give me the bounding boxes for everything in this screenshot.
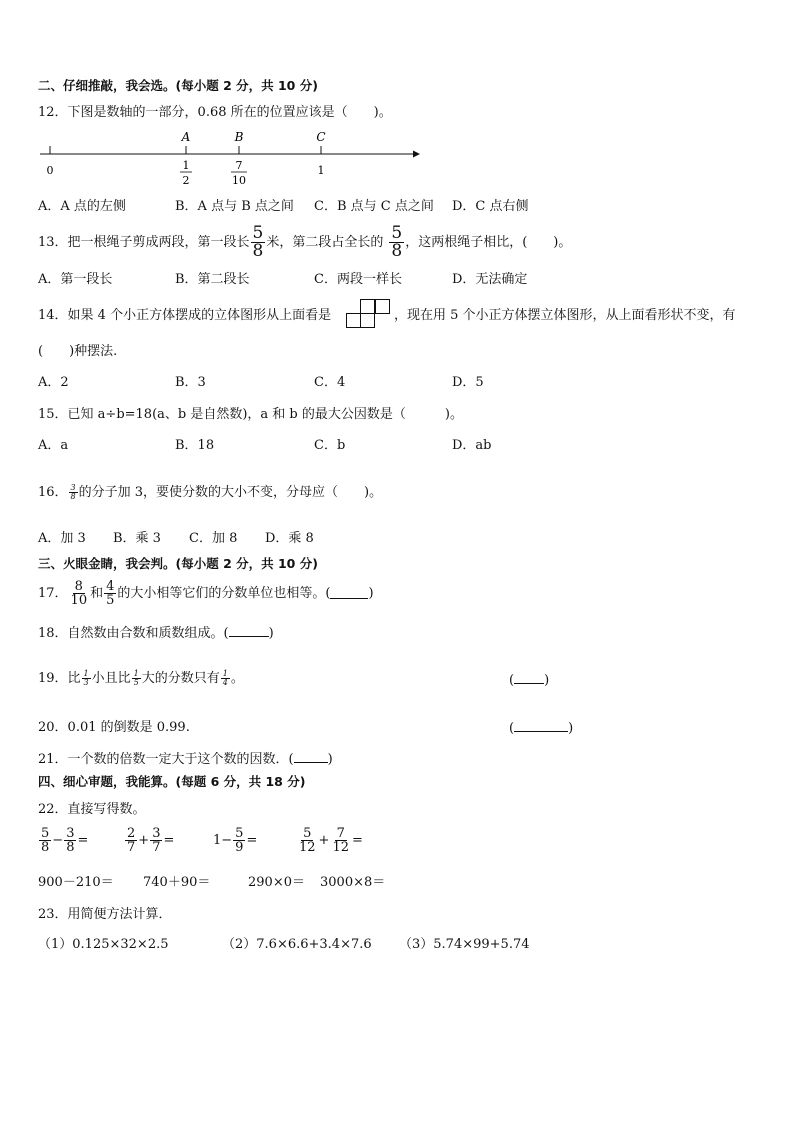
q17-close: )	[368, 586, 374, 601]
q19-fraction-b-den: 5	[133, 678, 139, 687]
q13-text-3: ，这两根绳子相比，( )。	[405, 235, 572, 250]
q13-fraction-2	[389, 225, 404, 260]
label-point-c: C	[316, 130, 326, 144]
q22-e1-bd: 8	[66, 840, 75, 855]
q19-text-3: 大的分数只有	[141, 671, 220, 686]
q13-fraction-2-num: 5	[391, 223, 403, 243]
q22-e2-bd: 7	[152, 840, 161, 855]
q16-option-c[interactable]: C．加 8	[189, 531, 238, 546]
q17-fraction-1-den: 10	[70, 593, 88, 608]
q22-e3-pre: 1−	[213, 833, 233, 848]
q19-fraction-a-den: 3	[83, 678, 89, 687]
question-15-stem: 15．已知 a÷b=18(a、b 是自然数)，a 和 b 的最大公因数是（ )。	[38, 407, 463, 422]
q23-item-1: （1）0.125×32×2.5	[38, 937, 169, 952]
q17-text: 的大小相等它们的分数单位也相等。(	[117, 586, 331, 601]
q19-text-1: 19．比	[38, 671, 81, 686]
q13-fraction-1-num: 5	[252, 223, 264, 243]
q22-e4-eq: =	[352, 833, 363, 848]
q22-e3-bd: 9	[235, 840, 244, 855]
q13-fraction-1-den: 8	[252, 241, 264, 261]
q19-fraction-b-num: 1	[133, 669, 139, 678]
label-zero: 0	[46, 164, 54, 177]
q22-e4-bd: 12	[332, 840, 349, 855]
section-2-title: 二、仔细推敲，我会选。(每小题 2 分，共 10 分)	[38, 78, 318, 93]
label-a-numerator: 1	[182, 159, 190, 172]
q19-fraction-b	[132, 670, 141, 687]
q19-close: )	[544, 673, 550, 688]
q20-answer-blank[interactable]	[514, 721, 568, 732]
q17-fraction-2-den: 5	[106, 593, 115, 608]
q16-option-b[interactable]: B．乘 3	[113, 531, 161, 546]
question-18-stem	[38, 626, 274, 640]
q13-option-c[interactable]: C．两段一样长	[314, 272, 402, 287]
q22-expr-2	[124, 827, 174, 854]
label-b-denominator: 10	[232, 174, 246, 187]
q13-fraction-1	[251, 225, 266, 260]
section-4-title: 四、细心审题，我能算。(每题 6 分，共 18 分)	[38, 774, 306, 789]
q18-text: 18．自然数由合数和质数组成。(	[38, 626, 229, 641]
q22-e4-b: 7	[336, 826, 345, 841]
q21-answer-blank[interactable]	[294, 752, 328, 763]
q16-option-a[interactable]: A．加 3	[38, 531, 86, 546]
question-23-stem: 23．用简便方法计算．	[38, 907, 172, 922]
q12-option-d[interactable]: D．C 点右侧	[452, 199, 529, 214]
q22-e4-op: +	[318, 833, 330, 848]
q22-e4-ad: 12	[299, 840, 316, 855]
label-point-a: A	[181, 130, 191, 144]
q14-option-a[interactable]: A．2	[38, 375, 69, 390]
q20-close: )	[568, 721, 574, 736]
q19-text-4: 。	[230, 671, 244, 686]
q19-answer-blank[interactable]	[514, 673, 544, 684]
q19-fraction-a-num: 1	[83, 669, 89, 678]
q15-option-d[interactable]: D．ab	[452, 438, 492, 453]
top-view-shape	[346, 299, 392, 329]
q17-fraction-2-num: 4	[106, 579, 115, 594]
question-19-stem	[38, 670, 244, 687]
q15-option-b[interactable]: B．18	[175, 438, 215, 453]
q15-option-c[interactable]: C．b	[314, 438, 346, 453]
q22-calc-4: 3000×8＝	[320, 875, 386, 890]
question-16-stem	[38, 484, 382, 501]
q20-open: (	[509, 721, 515, 736]
q19-open: (	[509, 673, 515, 688]
q12-option-c[interactable]: C．B 点与 C 点之间	[314, 199, 434, 214]
q22-expr-4	[296, 827, 363, 854]
q19-fraction-c	[221, 670, 230, 687]
q22-expr-1	[38, 827, 88, 854]
q22-e2-eq: =	[163, 833, 175, 848]
q18-close: )	[268, 626, 274, 641]
q23-item-2: （2）7.6×6.6+3.4×7.6	[222, 937, 372, 952]
q22-e2-op: +	[138, 833, 150, 848]
q15-option-a[interactable]: A．a	[38, 438, 69, 453]
q22-e2-ad: 7	[127, 840, 136, 855]
label-one: 1	[317, 164, 325, 177]
q22-e1-b: 3	[66, 826, 75, 841]
q22-e3-b: 5	[235, 826, 244, 841]
q22-e4-a: 5	[303, 826, 312, 841]
q21-text: 21．一个数的倍数一定大于这个数的因数．(	[38, 752, 294, 767]
q13-text-2: 米，第二段占全长的	[266, 235, 384, 250]
label-b-numerator: 7	[235, 159, 243, 172]
q17-answer-blank[interactable]	[330, 588, 368, 599]
label-point-b: B	[234, 130, 244, 144]
question-13-stem	[38, 225, 571, 260]
q12-option-b[interactable]: B．A 点与 B 点之间	[175, 199, 294, 214]
section-3-title: 三、火眼金睛，我会判。(每小题 2 分，共 10 分)	[38, 556, 318, 571]
q22-expr-3	[213, 827, 257, 854]
q19-fraction-a	[82, 670, 91, 687]
q22-e1-op: −	[52, 833, 64, 848]
q17-number: 17．	[38, 586, 68, 601]
q21-close: )	[327, 752, 333, 767]
label-a-denominator: 2	[182, 174, 190, 187]
question-14-text-1: 14．如果 4 个小正方体摆成的立体图形从上面看是	[38, 308, 332, 323]
q18-answer-blank[interactable]	[229, 626, 269, 637]
q13-option-d[interactable]: D．无法确定	[452, 272, 528, 287]
q14-option-c[interactable]: C．4	[314, 375, 346, 390]
q13-fraction-2-den: 8	[391, 241, 403, 261]
q16-fraction-num: 3	[70, 483, 76, 492]
q22-e1-a: 5	[41, 826, 50, 841]
q17-fraction-1-num: 8	[74, 579, 83, 594]
q17-fraction-1	[69, 580, 90, 607]
q22-e2-a: 2	[127, 826, 136, 841]
q17-fraction-2	[104, 580, 116, 607]
q23-item-3: （3）5.74×99+5.74	[399, 937, 530, 952]
q19-text-2: 小且比	[91, 671, 131, 686]
q14-option-d[interactable]: D．5	[452, 375, 484, 390]
q13-option-b[interactable]: B．第二段长	[175, 272, 250, 287]
q22-calc-3: 290×0＝	[248, 875, 305, 890]
q22-e1-ad: 8	[41, 840, 50, 855]
q22-e3-eq: =	[246, 833, 258, 848]
question-21-stem	[38, 752, 333, 766]
question-14-text-2: ，现在用 5 个小正方体摆立体图形，从上面看形状不变，有	[394, 308, 736, 323]
q14-option-b[interactable]: B．3	[175, 375, 206, 390]
question-12-stem: 12．下图是数轴的一部分，0.68 所在的位置应该是（ )。	[38, 105, 392, 120]
q19-fraction-c-den: 4	[222, 678, 228, 687]
number-line-arrow	[413, 151, 420, 158]
q19-answer	[509, 673, 549, 687]
question-20-stem: 20．0.01 的倒数是 0.99.	[38, 720, 190, 735]
q12-option-a[interactable]: A．A 点的左侧	[38, 199, 126, 214]
q22-calc-2: 740＋90＝	[143, 875, 211, 890]
q16-option-d[interactable]: D．乘 8	[265, 531, 314, 546]
q16-fraction-den: 8	[70, 492, 76, 501]
q13-text-1: 13．把一根绳子剪成两段，第一段长	[38, 235, 250, 250]
q17-and: 和	[90, 586, 104, 601]
q22-e2-b: 3	[152, 826, 161, 841]
q16-text: 的分子加 3，要使分数的大小不变，分母应（ )。	[78, 485, 383, 500]
q22-calc-1: 900－210＝	[38, 875, 114, 890]
question-17-stem	[38, 580, 374, 607]
q13-option-a[interactable]: A．第一段长	[38, 272, 113, 287]
q16-fraction	[69, 484, 78, 501]
question-14-text-3: ( )种摆法.	[38, 344, 118, 359]
q16-number: 16．	[38, 485, 68, 500]
q19-fraction-c-num: 1	[222, 669, 228, 678]
number-line	[38, 126, 428, 188]
q22-e1-eq: =	[77, 833, 89, 848]
q20-answer	[509, 721, 573, 735]
question-22-stem: 22．直接写得数。	[38, 802, 146, 817]
